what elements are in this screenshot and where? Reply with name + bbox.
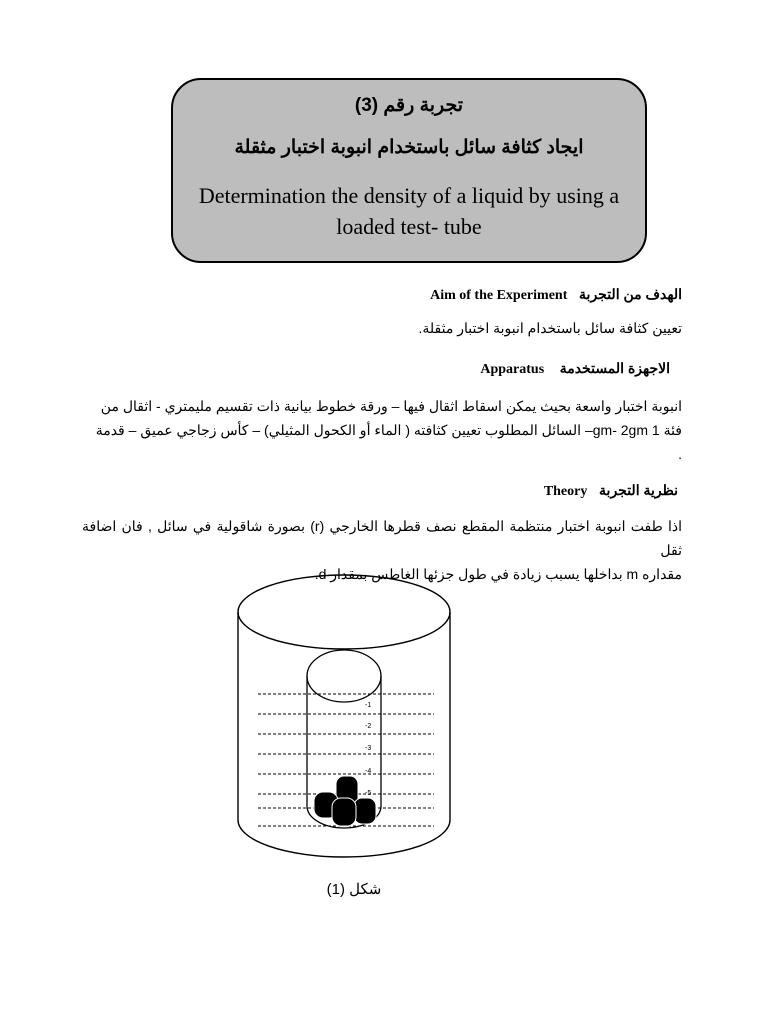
theory-heading-en: Theory (543, 484, 588, 499)
apparatus-heading-ar: الاجهزة المستخدمة (559, 360, 670, 376)
experiment-number: تجربة رقم (3) (354, 95, 464, 116)
theory-line-1: اذا طفت انبوبة اختبار منتظمة المقطع نصف قطرها الخارجي (r) بصورة شاقولية في سائل , فان اضافة ثقل (82, 518, 682, 558)
aim-heading-en: Aim of the Experiment (430, 288, 568, 303)
apparatus-heading (480, 360, 670, 378)
scale-label-1: -1 (365, 702, 372, 709)
figure-caption: شكل (1) (326, 881, 382, 898)
title-english: Determination the density of a liquid by using a loaded test- tube (198, 183, 620, 239)
apparatus-text (82, 394, 682, 466)
title-arabic: ايجاد كثافة سائل باستخدام انبوبة اختبار مثقلة (234, 137, 584, 158)
scale-label-3: -3 (365, 745, 372, 752)
aim-heading (430, 286, 682, 304)
scale-label-5: -5 (365, 790, 372, 797)
aim-heading-ar: الهدف من التجربة (579, 286, 682, 302)
apparatus-line-3: . (678, 446, 682, 462)
apparatus-line-2: فئة 1 gm- 2gm– السائل المطلوب تعيين كثافته ( الماء أو الكحول المثيلي) – كأس زجاجي عميق – قدمة (95, 422, 682, 438)
scale-label-4: -4 (365, 768, 372, 775)
aim-text: تعيين كثافة سائل باستخدام انبوبة اختبار مثقلة. (418, 320, 682, 336)
apparatus-heading-en: Apparatus (480, 362, 545, 377)
theory-heading (544, 482, 678, 500)
beaker-rim (238, 575, 450, 649)
apparatus-line-1: انبوبة اختبار واسعة بحيث يمكن اسقاط اثقال فيها – ورقة خطوط بيانية ذات تقسيم مليمتري - اثقال من (100, 398, 682, 414)
weights (314, 776, 376, 826)
figure-beaker-tube (230, 570, 460, 870)
scale-label-2: -2 (365, 723, 372, 730)
theory-heading-ar: نظرية التجربة (599, 482, 678, 498)
title-box (171, 78, 647, 263)
theory-line-2: مقداره m بداخلها يسبب زيادة في طول جزئها الغاطس بمقدار d. (314, 566, 682, 582)
